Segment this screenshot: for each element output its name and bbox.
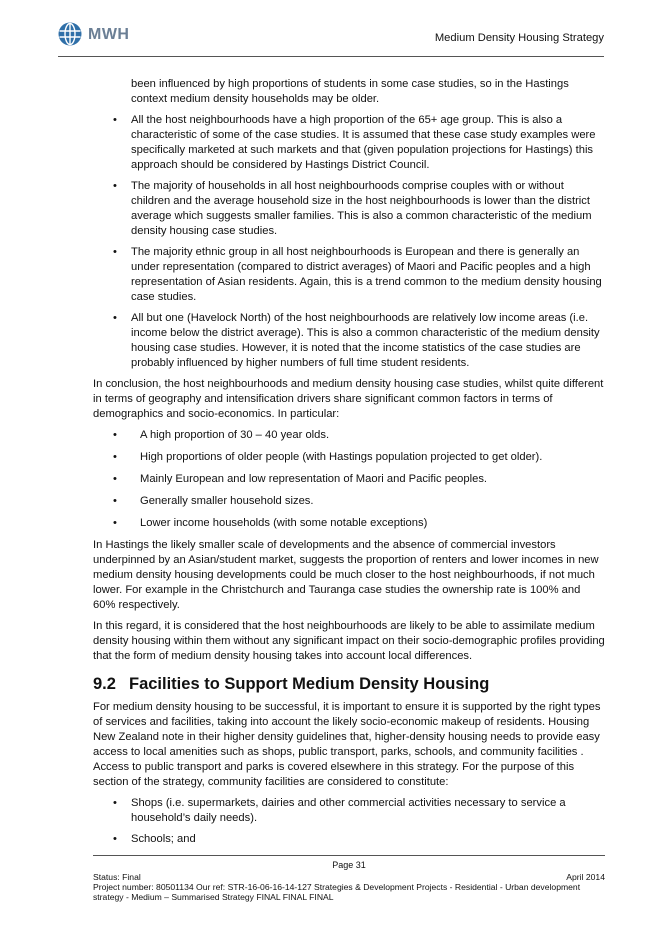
conclusion-paragraph: In conclusion, the host neighbourhoods and medium density housing case studies, whilst quite different in terms of geography and intensification drivers share significant common factors in terms of demographics and socio-economics. In particular: [93,378,604,420]
list-item: • The majority of households in all host neighbourhoods comprise couples with or without children and the average household size in the host neighbourhoods is lower than the district average which suggests smaller families. This is also a common characteristic of the medium density housing case studies. [113,180,592,237]
globe-icon [58,22,82,46]
bullet-icon: • [113,246,117,258]
list-item: • Schools; and [113,833,196,845]
footer-divider [93,855,605,856]
regard-paragraph: In this regard, it is considered that the host neighbourhoods are likely to be able to assimilate medium density housing within them without any significant impact on their socio-demographic profiles providing that the form of medium density housing takes into account local differences. [93,620,605,662]
page-header [0,0,656,60]
page-footer [93,855,605,902]
bullet-icon: • [113,833,117,845]
bullet-icon: • [113,473,117,485]
document-title: Medium Density Housing Strategy [434,32,604,44]
bullet-icon: • [113,517,117,529]
logo-wordmark: MWH [88,25,130,43]
list-item: • Mainly European and low representation of Maori and Pacific peoples. [113,473,488,485]
bullet-icon: • [113,180,117,192]
mwh-logo [58,22,129,46]
hastings-paragraph: In Hastings the likely smaller scale of developments and the absence of commercial investors underpinned by an Asian/student market, suggests the proportion of renters and lower incomes in new medium density housing developments could be much closer to the host neighbourhoods, if not much lower. For example in the Christchurch and Tauranga case studies the ownership rate is 100% and 60% respectively. [93,539,599,611]
common-factors-list [93,428,605,531]
list-item: • All the host neighbourhoods have a high proportion of the 65+ age group. This is also a characteristic of some of the case studies. It is assumed that these case study examples were specifically marketed at such markets and that (given population projections for Hastings) this approach should be considered by Hastings District Council. [113,114,596,171]
list-item: • All but one (Havelock North) of the host neighbourhoods are relatively low income areas (i.e. income below the district average). This is also a common characteristic of the medium density housing case studies. However, it is noted that the income statistics of the case studies are probably influenced by higher numbers of full time student residents. [113,312,600,369]
list-item: • Shops (i.e. supermarkets, dairies and other commercial activities necessary to service a household’s daily needs). [113,797,566,824]
list-item: • A high proportion of 30 – 40 year olds. [113,429,330,441]
host-findings-list [93,113,605,371]
our-reference: Our ref: STR-16-06-16-14-127 Strategies & Development Projects - Residential - Urban development strategy - Medium – Summarised Strategy FINAL FINAL FINAL [93,882,581,902]
project-number: Project number: 80501134 [93,882,194,892]
list-item: • High proportions of older people (with Hastings population projected to get older). [113,451,543,463]
bullet-icon: • [113,114,117,126]
continuation-text: been influenced by high proportions of students in some case studies, so in the Hastings context medium density households may be older. [131,78,569,105]
section-title: Facilities to Support Medium Density Housing [129,675,490,693]
section-heading [93,674,605,694]
project-reference [93,882,605,902]
section-number: 9.2 [93,675,116,693]
bullet-icon: • [113,797,117,809]
facilities-paragraph: For medium density housing to be successful, it is important to ensure it is supported by the right types of services and facilities, taking into account the likely socio-economic makeup of residents. Housing New Zealand note in their higher density guidelines that, higher-density housing needs to provide easy access to local amenities such as shops, public transport, parks, schools, and community facilities . Access to public transport and parks is covered elsewhere in this strategy. For the purpose of this section of the strategy, community facilities are considered to constitute: [93,701,601,788]
list-item: • The majority ethnic group in all host neighbourhoods is European and there is generally an under representation (compared to district averages) of Maori and Pacific peoples and a high representation of Asian residents. Again, this is a trend common to the medium density housing case studies. [113,246,602,303]
bullet-icon: • [113,429,117,441]
bullet-icon: • [113,451,117,463]
status-text: Status: Final [93,872,141,882]
status-row [93,872,605,882]
date-text: April 2014 [566,872,605,882]
list-item: • Generally smaller household sizes. [113,495,314,507]
bullet-icon: • [113,495,117,507]
list-item: • Lower income households (with some notable exceptions) [113,517,428,529]
page-body [93,77,605,853]
header-divider [58,56,604,57]
facilities-list [93,796,605,847]
page-number: Page 31 [332,860,366,870]
bullet-icon: • [113,312,117,324]
